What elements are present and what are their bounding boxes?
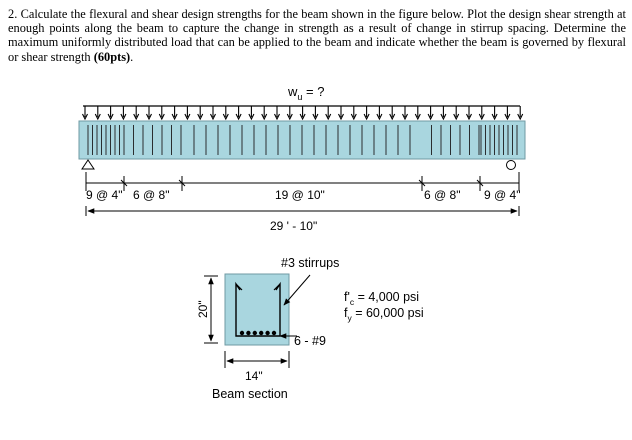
points-label: (60pts) <box>93 49 131 64</box>
spacing-right-b: 6 @ 8" <box>424 188 461 202</box>
stirrups-label: #3 stirrups <box>281 256 340 270</box>
height-label: 20" <box>196 300 210 318</box>
roller-support-icon <box>507 161 516 170</box>
problem-end: . <box>130 49 134 64</box>
distributed-load-arrows <box>83 106 523 119</box>
section-caption: Beam section <box>212 387 288 401</box>
fy-label: $f_y = 60,000$ psi <box>344 306 424 323</box>
bars-label: 6 - #9 <box>294 334 326 348</box>
spacing-right-a: 9 @ 4" <box>484 188 521 202</box>
problem-text: 2. Calculate the flexural and shear design strengths for the beam shown in the figure below. Plot the design shear strength at enough points along the beam to capture the change in strength as a result of change in stirrup spacing. Determine the maximum uniformly distributed load that can be applied to the beam and indicate whether the beam is governed by flexural or shear strength <box>8 7 626 64</box>
fc-label: $f'_c = 4,000$ psi <box>344 290 420 307</box>
spacing-left-b: 6 @ 8" <box>133 188 170 202</box>
width-label: 14" <box>245 369 263 383</box>
load-label: $w_u$ = ? <box>288 84 325 102</box>
pin-support-icon <box>82 160 94 169</box>
spacing-left-a: 9 @ 4" <box>86 188 123 202</box>
spacing-middle: 19 @ 10" <box>275 188 325 202</box>
span-label: 29 ' - 10" <box>270 219 318 233</box>
